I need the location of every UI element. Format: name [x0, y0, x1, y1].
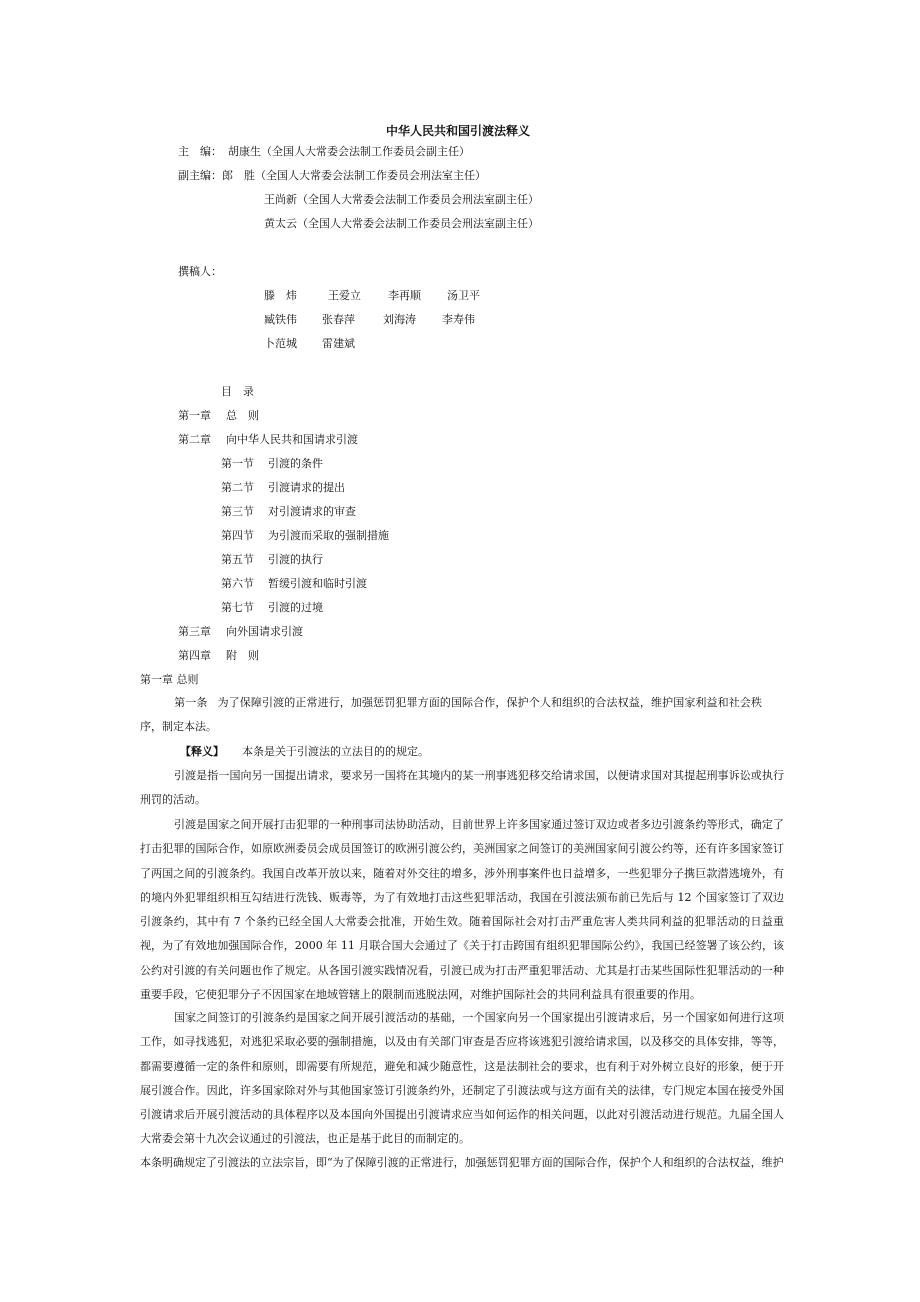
- writer-name: 臧铁伟: [264, 313, 297, 326]
- deputy-editor-3: 黄太云（全国人大常委会法制工作委员会刑法室副主任）: [264, 217, 539, 230]
- toc-section-title: 引渡的执行: [268, 553, 323, 566]
- deputy-editor-label: 副主编：: [178, 169, 222, 182]
- toc-chapter-num: 第三章: [178, 625, 211, 638]
- toc-section-title: 暂缓引渡和临时引渡: [268, 577, 367, 590]
- deputy-editor-2: 王尚新（全国人大常委会法制工作委员会刑法室副主任）: [264, 193, 539, 206]
- writer-name: 滕 炜: [264, 289, 297, 302]
- writer-name: 李寿伟: [442, 313, 475, 326]
- toc-section-title: 引渡请求的提出: [268, 481, 345, 494]
- article-text: 为了保障引渡的正常进行，加强惩罚犯罪方面的国际合作，保护个人和组织的合法权益，维护国家利益和社会秩序，制定本法。: [140, 696, 762, 734]
- shiyi-text: 本条是关于引渡法的立法目的的规定。: [242, 745, 429, 758]
- toc-chapter-num: 第四章: [178, 649, 211, 662]
- toc-section-title: 为引渡而采取的强制措施: [268, 529, 389, 542]
- paragraph: 本条明确规定了引渡法的立法宗旨，即“为了保障引渡的正常进行，加强惩罚犯罪方面的国际合作，保护个人和组织的合法权益，维护: [140, 1156, 784, 1169]
- document-title: 中华人民共和国引渡法释义: [386, 124, 531, 138]
- writer-name: 雷建斌: [322, 337, 355, 350]
- toc-section-num: 第五节: [221, 553, 254, 566]
- toc-heading: 目 录: [221, 385, 254, 398]
- article-label: 第一条: [174, 696, 208, 709]
- shiyi-label: 【释义】: [180, 745, 224, 758]
- toc-chapter-title: 向外国请求引渡: [226, 625, 303, 638]
- toc-section-title: 引渡的条件: [268, 457, 323, 470]
- deputy-editor-1: 郎 胜（全国人大常委会法制工作委员会刑法室主任）: [222, 169, 486, 182]
- writer-name: 卜范城: [264, 337, 297, 350]
- writer-name: 汤卫平: [447, 289, 480, 302]
- paragraph: 国家之间签订的引渡条约是国家之间开展引渡活动的基础，一个国家向另一个国家提出引渡请求后，另一个国家如何进行这项工作，如寻找逃犯，对逃犯采取必要的强制措施，以及由有关部门审查是否应将该逃犯引渡给请求国，以及移交的具体安排，等等，都需要遵循一定的条件和原则，即需要有所规范，避免和减少随意性，这是法制社会的要求，也有利于对外树立良好的形象，便于开展引渡合作。因此，许多国家除对外与其他国家签订引渡条约外，还制定了引渡法或与这方面有关的法律，专门规定本国在接受外国引渡请求后开展引渡活动的具体程序以及本国向外国提出引渡请求应当如何运作的相关问题，以此对引渡活动进行规范。九届全国人大常委会第十九次会议通过的引渡法，也正是基于此目的而制定的。: [140, 1011, 784, 1146]
- writers-label: 撰稿人：: [178, 265, 222, 278]
- shiyi-paragraph: [140, 740, 784, 764]
- toc-section-num: 第二节: [221, 481, 254, 494]
- chapter-heading: 第一章 总则: [140, 673, 199, 686]
- toc-chapter-title: 附 则: [226, 649, 259, 662]
- chief-editor-label: 主 编：: [178, 145, 222, 158]
- toc-section-num: 第一节: [221, 457, 254, 470]
- writer-name: 刘海涛: [383, 313, 416, 326]
- toc-section-num: 第七节: [221, 601, 254, 614]
- toc-section-num: 第六节: [221, 577, 254, 590]
- toc-section-title: 引渡的过境: [268, 601, 323, 614]
- paragraph: 引渡是国家之间开展打击犯罪的一种刑事司法协助活动，目前世界上许多国家通过签订双边或者多边引渡条约等形式，确定了打击犯罪的国际合作，如原欧洲委员会成员国签订的欧洲引渡公约，美洲国家之间签订的美洲国家间引渡公约等，还有许多国家签订了两国之间的引渡条约。我国自改革开放以来，随着对外交往的增多，涉外刑事案件也日益增多，一些犯罪分子携巨款潜逃境外，有的境内外犯罪组织相互勾结进行洗钱、贩毒等，为了有效地打击这些犯罪活动，我国在引渡法颁布前已先后与 12 个国家签订了双边引渡条约，其中有 7 个条约已经全国人大常委会批准，开始生效。随着国际社会对打击严重危害人类共同利益的犯罪活动的日益重视，为了有效地加强国际合作，2000 年 11 月联合国大会通过了《关于打击跨国有组织犯罪国际公约》，我国已经签署了该公约，该公约对引渡的有关问题也作了规定。从各国引渡实践情况看，引渡已成为打击严重犯罪活动、尤其是打击某些国际性犯罪活动的一种重要手段，它使犯罪分子不因国家在地域管辖上的限制而逃脱法网，对维护国际社会的共同利益具有很重要的作用。: [140, 818, 784, 1002]
- toc-chapter-title: 向中华人民共和国请求引渡: [226, 433, 358, 446]
- toc-chapter-num: 第一章: [178, 409, 211, 422]
- writer-name: 王爱立: [328, 289, 361, 302]
- writer-name: 李再顺: [388, 289, 421, 302]
- paragraph: 引渡是指一国向另一国提出请求，要求另一国将在其境内的某一刑事逃犯移交给请求国，以便请求国对其提起刑事诉讼或执行刑罚的活动。: [140, 769, 784, 807]
- toc-section-title: 对引渡请求的审查: [268, 505, 356, 518]
- chief-editor: 胡康生（全国人大常委会法制工作委员会副主任）: [228, 145, 470, 158]
- toc-section-num: 第三节: [221, 505, 254, 518]
- toc-section-num: 第四节: [221, 529, 254, 542]
- toc-chapter-num: 第二章: [178, 433, 211, 446]
- toc-chapter-title: 总 则: [226, 409, 259, 422]
- article-1: [140, 691, 762, 740]
- writer-name: 张春萍: [322, 313, 355, 326]
